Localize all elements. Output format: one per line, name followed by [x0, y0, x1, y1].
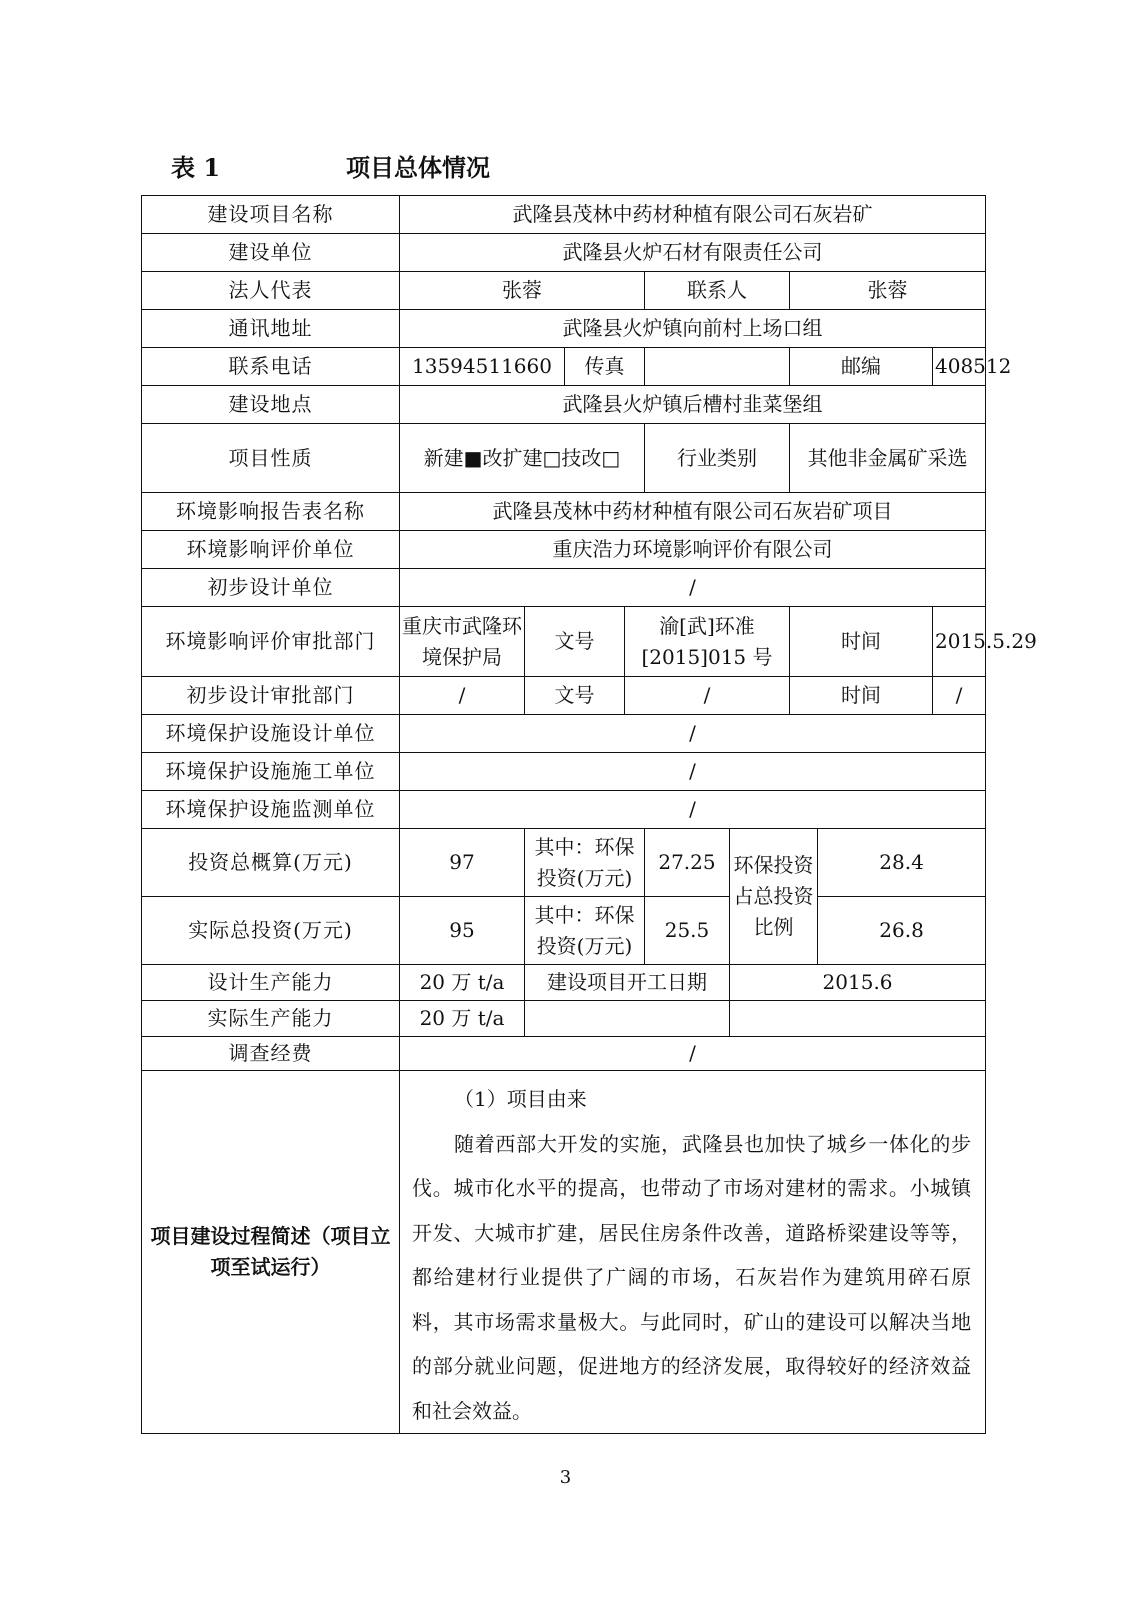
page-number: 3 [559, 1467, 572, 1488]
value-env-design-unit: / [400, 715, 986, 753]
value-actual-env-invest: 25.5 [645, 897, 730, 965]
value-env-invest-ratio-budget: 28.4 [818, 829, 986, 897]
table-title: 项目总体情况 [346, 153, 490, 182]
value-builder: 武隆县火炉石材有限责任公司 [400, 234, 986, 272]
row-prelim-approval [142, 677, 986, 715]
value-fax [645, 348, 790, 386]
label-legal-rep: 法人代表 [142, 272, 400, 310]
value-invest-actual: 95 [400, 897, 525, 965]
row-env-monitor-unit [142, 791, 986, 829]
label-contact: 联系人 [645, 272, 790, 310]
narrative-heading: （1）项目由来 [454, 1087, 587, 1111]
row-invest-actual [142, 897, 986, 965]
label-design-capacity: 设计生产能力 [142, 965, 400, 1001]
value-eia-unit: 重庆浩力环境影响评价有限公司 [400, 531, 986, 569]
label-actual-capacity: 实际生产能力 [142, 1001, 400, 1037]
value-prelim-design-unit: / [400, 569, 986, 607]
value-prelim-doc-no: / [625, 677, 790, 715]
row-phone [142, 348, 986, 386]
label-postcode: 邮编 [790, 348, 933, 386]
row-narrative [142, 1071, 986, 1434]
label-prelim-doc-no: 文号 [525, 677, 625, 715]
project-overview-table [141, 195, 1037, 1434]
value-eia-approval-dept: 重庆市武隆环境保护局 [400, 607, 525, 677]
label-report-name: 环境影响报告表名称 [142, 493, 400, 531]
label-invest-actual: 实际总投资(万元) [142, 897, 400, 965]
label-env-design-unit: 环境保护设施设计单位 [142, 715, 400, 753]
table-heading [171, 148, 490, 183]
value-budget-env-invest: 27.25 [645, 829, 730, 897]
label-invest-budget: 投资总概算(万元) [142, 829, 400, 897]
value-invest-budget: 97 [400, 829, 525, 897]
row-site [142, 386, 986, 424]
value-postcode: 408512 [933, 348, 986, 386]
label-budget-env-invest: 其中：环保投资(万元) [525, 829, 645, 897]
label-prelim-approval: 初步设计审批部门 [142, 677, 400, 715]
value-design-capacity: 20 万 t/a [400, 965, 525, 1001]
row-survey-fee [142, 1037, 986, 1071]
label-env-invest-ratio: 环保投资占总投资比例 [730, 829, 818, 965]
row-actual-capacity [142, 1001, 986, 1037]
row-invest-budget [142, 829, 986, 897]
value-legal-rep: 张蓉 [400, 272, 645, 310]
row-builder [142, 234, 986, 272]
value-report-name: 武隆县茂林中药材种植有限公司石灰岩矿项目 [400, 493, 986, 531]
label-address: 通讯地址 [142, 310, 400, 348]
row-report-name [142, 493, 986, 531]
value-phone: 13594511660 [400, 348, 565, 386]
narrative-cell [400, 1071, 986, 1434]
row-address [142, 310, 986, 348]
label-project-name: 建设项目名称 [142, 196, 400, 234]
label-site: 建设地点 [142, 386, 400, 424]
value-env-monitor-unit: / [400, 791, 986, 829]
label-phone: 联系电话 [142, 348, 400, 386]
value-prelim-time: / [933, 677, 986, 715]
label-env-monitor-unit: 环境保护设施监测单位 [142, 791, 400, 829]
value-site: 武隆县火炉镇后槽村韭菜堡组 [400, 386, 986, 424]
value-env-invest-ratio-actual: 26.8 [818, 897, 986, 965]
row-prelim-design-unit [142, 569, 986, 607]
value-survey-fee: / [400, 1037, 986, 1071]
value-industry: 其他非金属矿采选 [790, 424, 986, 493]
value-actual-capacity: 20 万 t/a [400, 1001, 525, 1037]
label-eia-time: 时间 [790, 607, 933, 677]
label-industry: 行业类别 [645, 424, 790, 493]
label-fax: 传真 [565, 348, 645, 386]
label-actual-env-invest: 其中：环保投资(万元) [525, 897, 645, 965]
label-narrative: 项目建设过程简述（项目立项至试运行） [142, 1071, 400, 1434]
label-prelim-design-unit: 初步设计单位 [142, 569, 400, 607]
label-eia-doc-no: 文号 [525, 607, 625, 677]
value-contact: 张蓉 [790, 272, 986, 310]
value-nature: 新建■改扩建□技改□ [400, 424, 645, 493]
row-nature [142, 424, 986, 493]
label-eia-unit: 环境影响评价单位 [142, 531, 400, 569]
narrative-text: 随着西部大开发的实施，武隆县也加快了城乡一体化的步伐。城市化水平的提高，也带动了市场对建材的需求。小城镇开发、大城市扩建，居民住房条件改善，道路桥梁建设等等，都给建材行业提供了广阔的市场，石灰岩作为建筑用碎石原料，其市场需求量极大。与此同时，矿山的建设可以解决当地的部分就业问题，促进地方的经济发展，取得较好的经济效益和社会效益。 [412, 1131, 972, 1423]
row-eia-approval [142, 607, 986, 677]
label-survey-fee: 调查经费 [142, 1037, 400, 1071]
value-start-date: 2015.6 [730, 965, 986, 1001]
value-env-construct-unit: / [400, 753, 986, 791]
row-project-name [142, 196, 986, 234]
label-start-date: 建设项目开工日期 [525, 965, 730, 1001]
row-design-capacity [142, 965, 986, 1001]
row-env-design-unit [142, 715, 986, 753]
row-eia-unit [142, 531, 986, 569]
empty-cell [730, 1001, 986, 1037]
row-legal-rep [142, 272, 986, 310]
value-prelim-approval-dept: / [400, 677, 525, 715]
label-builder: 建设单位 [142, 234, 400, 272]
value-eia-doc-no: 渝[武]环准[2015]015 号 [625, 607, 790, 677]
label-eia-approval: 环境影响评价审批部门 [142, 607, 400, 677]
table-number: 表 1 [171, 153, 221, 182]
row-env-construct-unit [142, 753, 986, 791]
value-project-name: 武隆县茂林中药材种植有限公司石灰岩矿 [400, 196, 986, 234]
empty-cell [525, 1001, 730, 1037]
label-prelim-time: 时间 [790, 677, 933, 715]
value-eia-time: 2015.5.29 [933, 607, 986, 677]
label-nature: 项目性质 [142, 424, 400, 493]
value-address: 武隆县火炉镇向前村上场口组 [400, 310, 986, 348]
label-env-construct-unit: 环境保护设施施工单位 [142, 753, 400, 791]
